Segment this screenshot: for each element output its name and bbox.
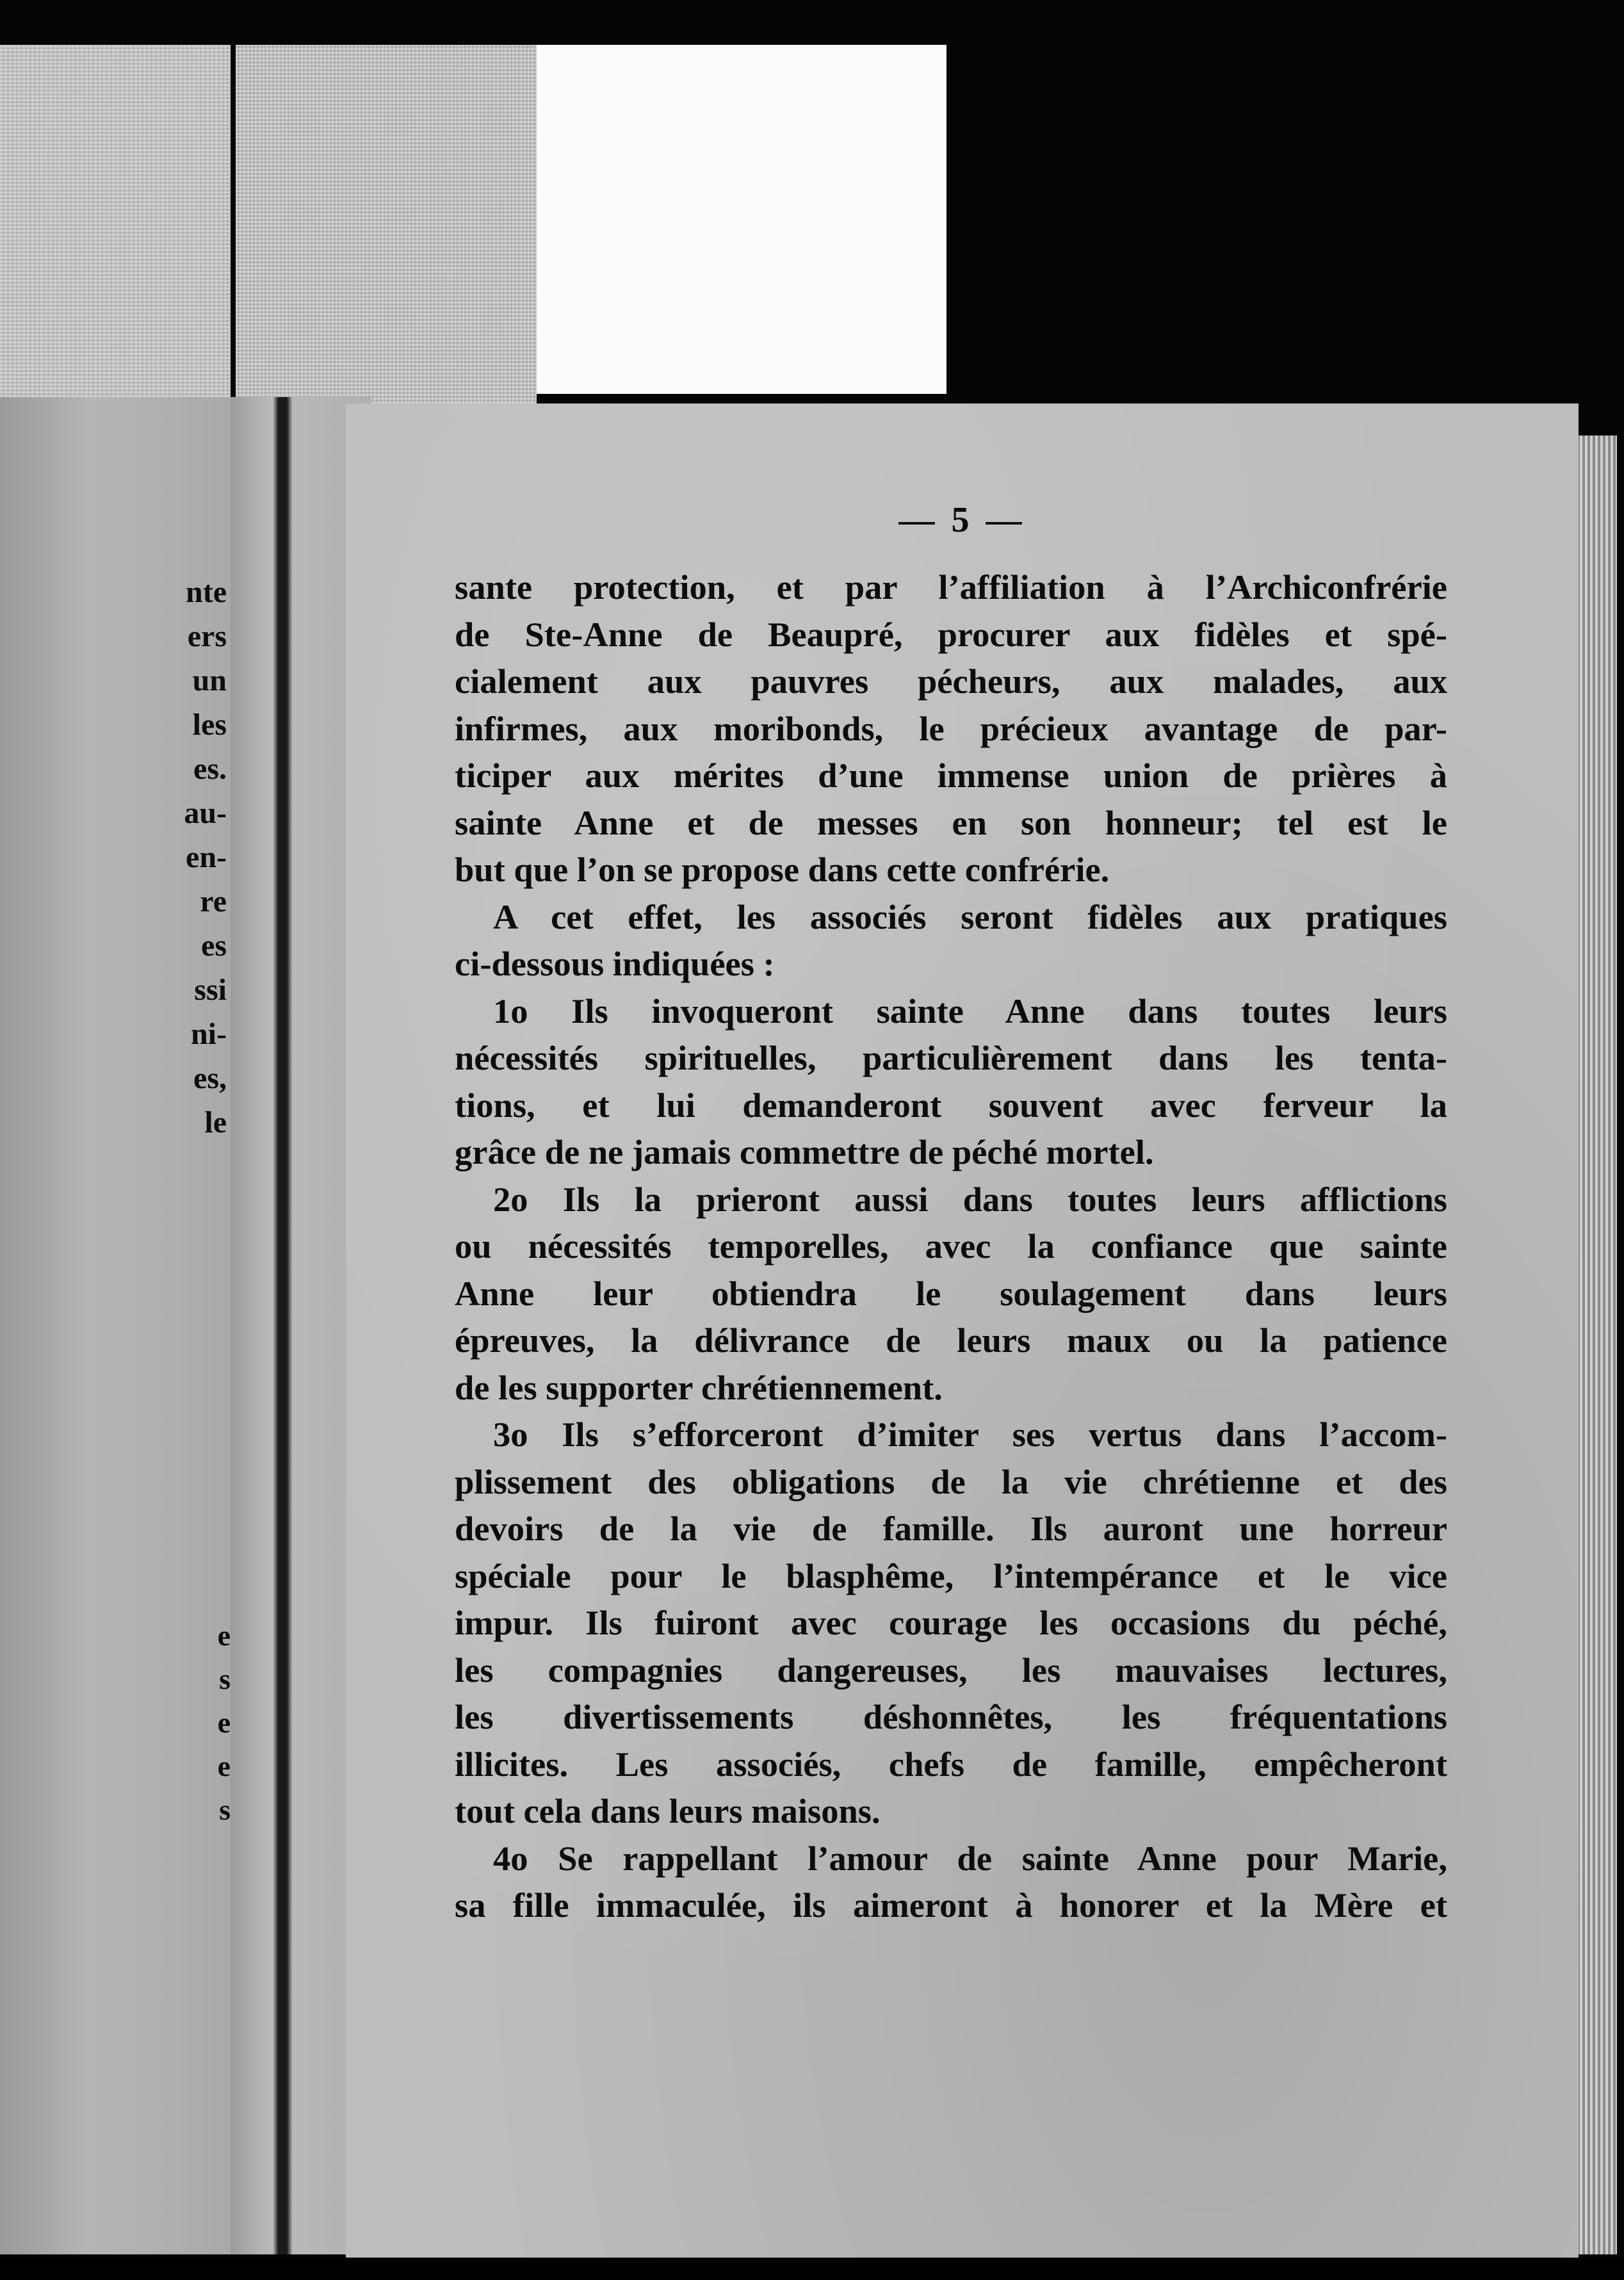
- text-line: de Ste-Anne de Beaupré, procurer aux fidèles et spé-: [455, 614, 1447, 654]
- fragment-line: ni-: [190, 1017, 227, 1051]
- fragment-line: ssi: [194, 973, 227, 1007]
- text-line: sainte Anne et de messes en son honneur; tel est le: [455, 802, 1447, 842]
- text-line: cialement aux pauvres pécheurs, aux malades, aux: [455, 662, 1447, 701]
- text-line: impur. Ils fuiront avec courage les occasions du péché,: [455, 1603, 1447, 1642]
- text-line: ci-dessous indiquées :: [455, 944, 775, 983]
- left-page: [0, 397, 231, 2254]
- text-line: plissement des obligations de la vie chrétienne et des: [455, 1462, 1447, 1501]
- scan-border-bottom: [0, 2258, 1624, 2280]
- fragment-line: nte: [186, 575, 227, 609]
- text-line: A cet effet, les associés seront fidèles aux pratiques: [493, 897, 1447, 936]
- text-line: tout cela dans leurs maisons.: [455, 1791, 881, 1830]
- text-line: Anne leur obtiendra le soulagement dans leurs: [455, 1273, 1447, 1313]
- fragment-line: s: [219, 1663, 231, 1695]
- fragment-line: e: [217, 1619, 231, 1652]
- text-line: les divertissements déshonnêtes, les fréquentations: [455, 1697, 1447, 1736]
- main-page: [346, 403, 1579, 2274]
- page-edges: [1572, 436, 1617, 2254]
- tape-strip-middle: [236, 45, 537, 403]
- white-card: [537, 45, 946, 394]
- fragment-line: ers: [187, 619, 227, 653]
- fragment-line: s: [219, 1793, 231, 1826]
- text-line: 3o Ils s’efforceront d’imiter ses vertus dans l’accom-: [493, 1415, 1447, 1454]
- text-line: de les supporter chrétiennement.: [455, 1367, 943, 1407]
- text-line: 1o Ils invoqueront sainte Anne dans toutes leurs: [493, 991, 1447, 1030]
- page-number: — 5 —: [898, 500, 1026, 540]
- text-line: ou nécessités temporelles, avec la confiance que sainte: [455, 1226, 1447, 1266]
- fragment-line: es,: [193, 1061, 227, 1095]
- text-line: nécessités spirituelles, particulièrement dans les tenta-: [455, 1038, 1447, 1077]
- body-text: [455, 564, 1447, 1929]
- fragment-line: le: [204, 1105, 227, 1139]
- text-line: tions, et lui demanderont souvent avec ferveur la: [455, 1085, 1447, 1125]
- text-line: but que l’on se propose dans cette confrérie.: [455, 850, 1110, 889]
- text-line: ticiper aux mérites d’une immense union de prières à: [455, 756, 1447, 795]
- left-page-text-fragments-lower: [192, 1614, 231, 1832]
- text-line: spéciale pour le blasphême, l’intempérance et le vice: [455, 1556, 1447, 1595]
- text-line: illicites. Les associés, chefs de famille, empêcheront: [455, 1744, 1447, 1784]
- fragment-line: en-: [186, 840, 227, 874]
- text-line: épreuves, la délivrance de leurs maux ou la patience: [455, 1321, 1447, 1360]
- text-line: sante protection, et par l’affiliation à l’Archiconfrérie: [455, 567, 1447, 607]
- text-line: infirmes, aux moribonds, le précieux avantage de par-: [455, 708, 1447, 748]
- fragment-line: au-: [184, 796, 227, 830]
- fragment-line: e: [217, 1750, 231, 1782]
- text-line: 2o Ils la prieront aussi dans toutes leurs afflictions: [493, 1179, 1447, 1219]
- fragment-line: les: [192, 708, 227, 742]
- fragment-line: re: [200, 884, 227, 918]
- fragment-line: es: [201, 929, 227, 963]
- text-line: 4o Se rappellant l’amour de sainte Anne pour Marie,: [493, 1838, 1447, 1878]
- text-line: devoirs de la vie de famille. Ils auront une horreur: [455, 1509, 1447, 1548]
- text-line: grâce de ne jamais commettre de péché mortel.: [455, 1132, 1154, 1171]
- fragment-line: e: [217, 1706, 231, 1739]
- text-line: sa fille immaculée, ils aimeront à honorer et la Mère et: [455, 1885, 1447, 1925]
- fragment-line: un: [192, 664, 227, 697]
- text-line: les compagnies dangereuses, les mauvaises lectures,: [455, 1650, 1447, 1690]
- left-page-text-fragments: [150, 570, 227, 1144]
- tape-strip-left: [0, 45, 231, 397]
- fragment-line: es.: [193, 752, 227, 786]
